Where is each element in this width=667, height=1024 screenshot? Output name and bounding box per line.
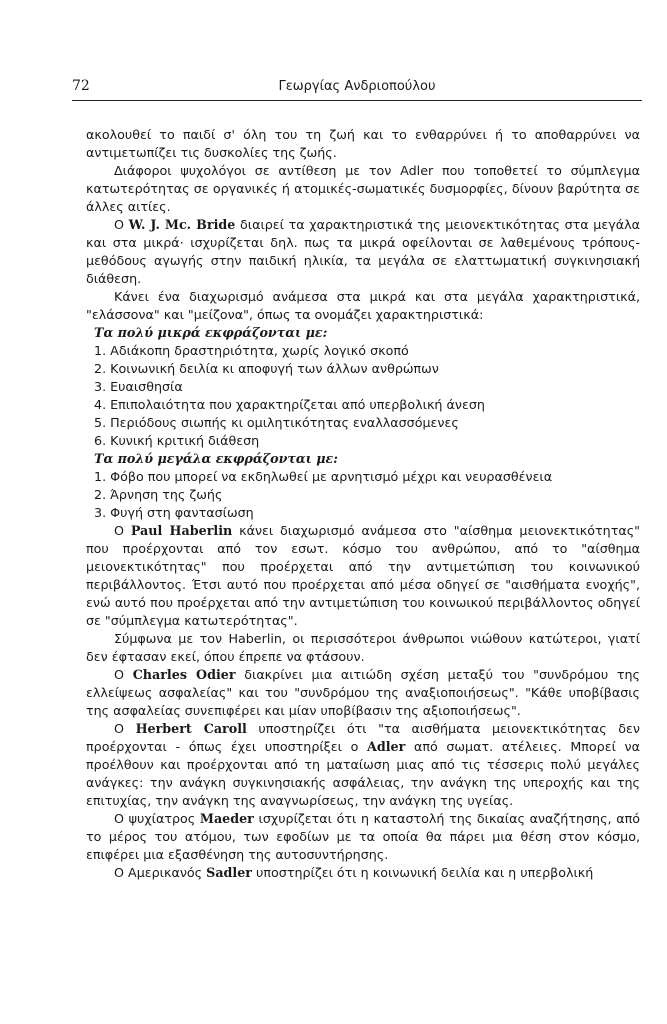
heading-big-traits: Τα πολύ μεγάλα εκφράζονται με:	[94, 451, 338, 466]
paragraph-8	[86, 720, 640, 810]
author-name-maeder: Maeder	[199, 811, 254, 826]
paragraph-7-start: Ο	[114, 667, 133, 682]
paragraph-10-start: Ο Αμερικανός	[114, 865, 207, 880]
paragraph-5-start: Ο	[114, 523, 131, 538]
paragraph-3	[86, 216, 640, 288]
author-name-caroll: Herbert Caroll	[135, 721, 247, 736]
paragraph-8-mid: υποστηρίζει ότι "τα αισθήματα μειονεκτικότητας δεν προέρχονται - όπως έχει υποστηρίξει ο	[86, 721, 640, 754]
paragraph-2: Διάφοροι ψυχολόγοι σε αντίθεση με τον Adler που τοποθετεί το σύμπλεγμα κατωτερότητας σε οργανικές ή ατομικές-σωματικές δυσμορφίες, δίνουν βαρύτητα σε άλλες αιτίες.	[86, 163, 640, 214]
list-item: 4. Επιπολαιότητα που χαρακτηρίζεται από υπερβολική άνεση	[94, 397, 485, 412]
list-item: 5. Περιόδους σιωπής κι ομιλητικότητας εναλλασσόμενες	[94, 415, 459, 430]
paragraph-6: Σύμφωνα με τον Haberlin, οι περισσότεροι άνθρωποι νιώθουν κατώτεροι, γιατί δεν έφτασαν εκεί, όπου έπρεπε να φτάσουν.	[86, 631, 640, 664]
paragraph-7-end: διακρίνει μια αιτιώδη σχέση μεταξύ του "συνδρόμου της ελλείψεως ασφαλείας" και του "συνδρόμου της αναξιοποιήσεως". "Κάθε υποβίβασις της ασφαλείας συνεπιφέρει και μίαν υποβίβασιν της αξιοποιήσεως".	[86, 667, 641, 718]
page-body	[86, 126, 640, 882]
author-name-odier: Charles Odier	[132, 667, 236, 682]
big-traits-list	[86, 468, 640, 522]
running-title: Γεωργίας Ανδριοπούλου	[278, 79, 436, 94]
list-item: 3. Ευαισθησία	[94, 379, 183, 394]
list-item: 2. Κοινωνική δειλία κι αποφυγή των άλλων ανθρώπων	[94, 361, 439, 376]
author-name-bride: W. J. Mc. Bride	[128, 217, 236, 232]
heading-small-traits: Τα πολύ μικρά εκφράζονται με:	[94, 325, 328, 340]
list-item: 6. Κυνική κριτική διάθεση	[94, 433, 260, 448]
list-item: 2. Άρνηση της ζωής	[94, 487, 223, 502]
paragraph-3-end: διαιρεί τα χαρακτηριστικά της μειονεκτικότητας στα μεγάλα και στα μικρά· ισχυρίζεται δηλ. πως τα μικρά οφείλονται σε λαθεμένους τρόπους- μεθόδους αγωγής στην παιδική ηλικία, τα μεγάλα σε ελαττωματική συγκινησιακή διάθεση.	[86, 217, 640, 286]
paragraph-5	[86, 522, 640, 630]
author-name-haberlin: Paul Haberlin	[130, 523, 233, 538]
list-item: 3. Φυγή στη φαντασίωση	[94, 505, 254, 520]
list-item: 1. Φόβο που μπορεί να εκδηλωθεί με αρνητισμό μέχρι και νευρασθένεια	[94, 469, 553, 484]
paragraph-10-end: υποστηρίζει ότι η κοινωνική δειλία και η υπερβολική	[252, 865, 594, 880]
paragraph-8-end: από σωματ. ατέλειες. Μπορεί να προέλθουν και προέρχονται από τη ματαίωση μιας από τις τέσσερις πολύ μεγάλες ανάγκες: την ανάγκη συγκινησιακής ασφάλειας, την ανάγκη της υπεροχής και της επιτυχίας, την ανάγκη της αναγνωρίσεως, την ανάγκη της υγείας.	[86, 739, 640, 808]
paragraph-10	[86, 864, 640, 882]
paragraph-9	[86, 810, 640, 864]
paragraph-5-end: κάνει διαχωρισμό ανάμεσα στο "αίσθημα μειονεκτικότητας" που προέρχονται από τον εσωτ. κόσμο του ανθρώπου, από το "αίσθημα μειονεκτικότητας" που προέρχεται από την αντιμετώπιση του κοινωνικού περιβάλλοντος. Έτσι αυτό που προέρχεται από μέσα οδηγεί σε "αισθήματα ενοχής", ενώ αυτό που προέρχεται από την αντιμετώπιση του κοινωικού περιβάλλοντος οδηγεί σε "σύμπλεγμα κατωτερότητας".	[86, 523, 640, 628]
paragraph-7	[86, 666, 640, 720]
page-header	[72, 76, 642, 101]
paragraph-3-start: Ο	[114, 217, 129, 232]
author-name-adler: Adler	[367, 739, 406, 754]
paragraph-9-end: ισχυρίζεται ότι η καταστολή της δικαίας αναζήτησης, από το μέρος του ατόμου, των εφοδίων με τα οποία θα πάρει μια θέση στον κόσμο, επιφέρει μια εξασθένηση της αυτοσυντήρησης.	[86, 811, 640, 862]
author-name-sadler: Sadler	[206, 865, 252, 880]
paragraph-8-start: Ο	[114, 721, 136, 736]
small-traits-list	[86, 342, 640, 450]
list-item: 1. Αδιάκοπη δραστηριότητα, χωρίς λογικό σκοπό	[94, 343, 409, 358]
page-number: 72	[72, 78, 90, 94]
paragraph-1: ακολουθεί το παιδί σ' όλη του τη ζωή και το ενθαρρύνει ή το αποθαρρύνει να αντιμετωπίζει τις δυσκολίες της ζωής.	[86, 127, 640, 160]
paragraph-4: Κάνει ένα διαχωρισμό ανάμεσα στα μικρά και στα μεγάλα χαρακτηριστικά, "ελάσσονα" και "μείζονα", όπως τα ονομάζει χαρακτηριστικά:	[86, 289, 640, 322]
paragraph-9-start: Ο ψυχίατρος	[114, 811, 200, 826]
